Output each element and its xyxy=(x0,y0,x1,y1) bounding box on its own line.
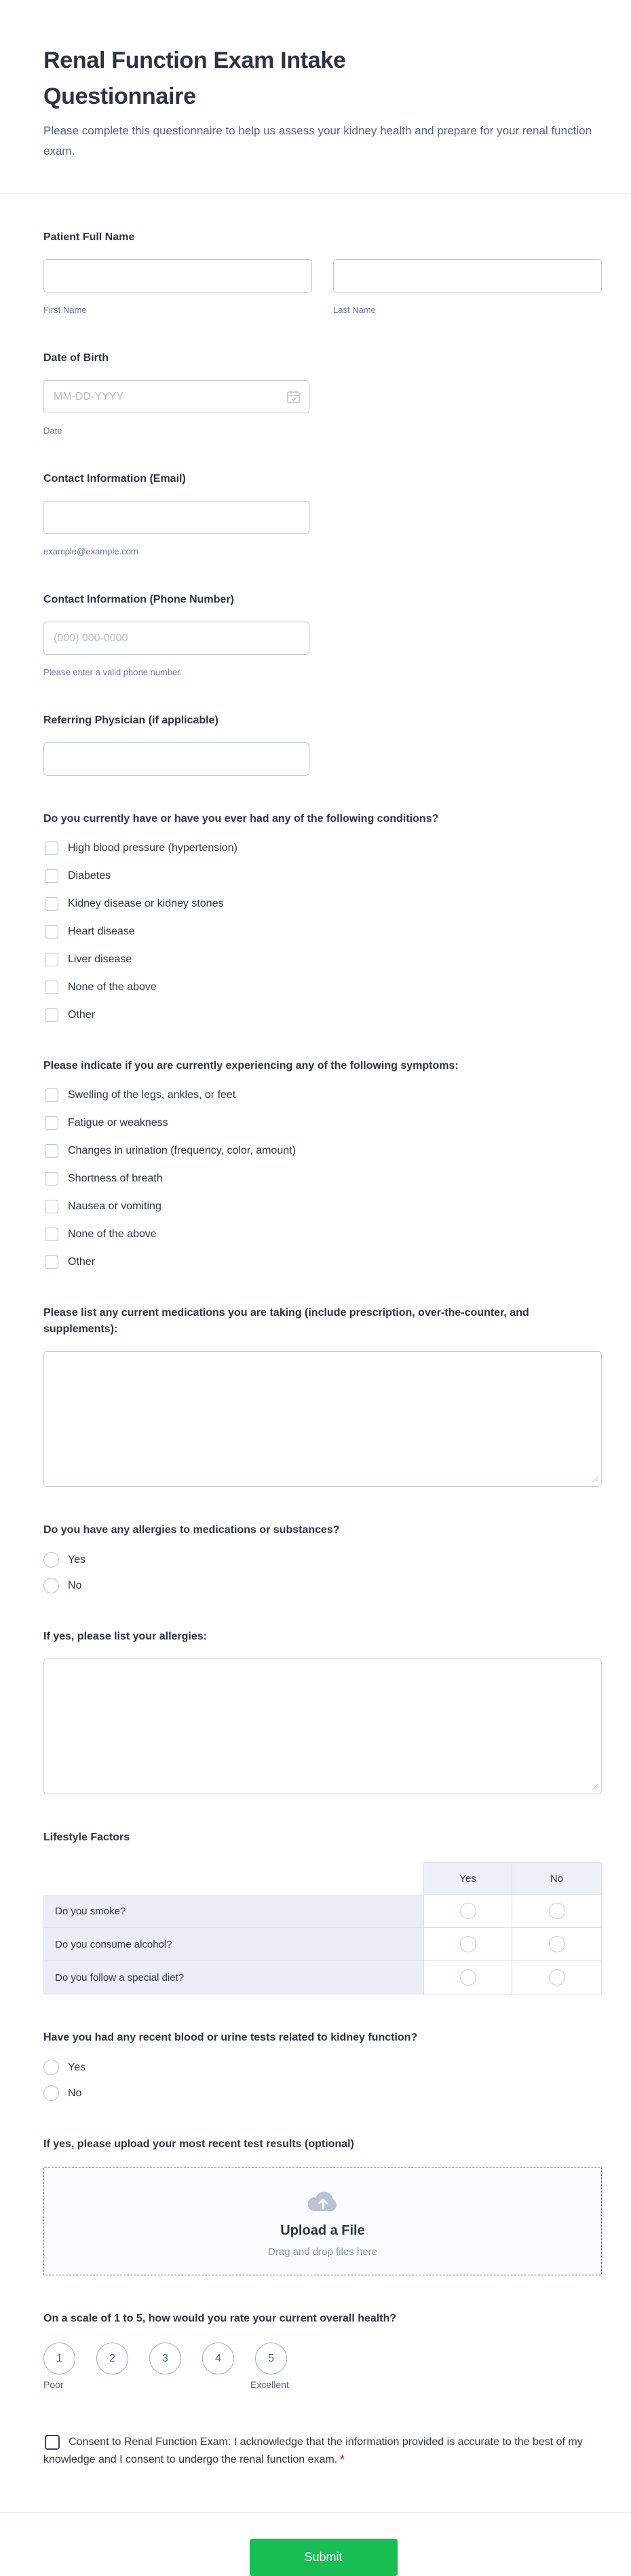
checkbox[interactable] xyxy=(45,953,58,966)
matrix-cell-smoke-yes[interactable] xyxy=(423,1895,512,1928)
matrix-row-label-diet: Do you follow a special diet? xyxy=(43,1961,423,1994)
form-title: Renal Function Exam Intake Questionnaire xyxy=(43,48,346,109)
scale-label: On a scale of 1 to 5, how would you rate your current overall health? xyxy=(43,2313,397,2324)
matrix-cell-alcohol-yes[interactable] xyxy=(423,1928,512,1961)
matrix-col-header-no: No xyxy=(512,1862,602,1895)
symptom-option[interactable] xyxy=(43,1227,603,1242)
submit-button[interactable]: Submit xyxy=(250,2539,398,2576)
checkbox[interactable] xyxy=(45,1088,58,1102)
radio-button[interactable] xyxy=(460,1903,476,1919)
matrix-cell-alcohol-no[interactable] xyxy=(512,1928,602,1961)
scale-endpoint-labels xyxy=(43,2379,328,2390)
checkbox[interactable] xyxy=(45,1008,58,1022)
lifestyle-label: Lifestyle Factors xyxy=(43,1832,130,1843)
last-name-sublabel: Last Name xyxy=(333,305,376,315)
last-name-input[interactable] xyxy=(333,259,602,292)
matrix-cell-diet-yes[interactable] xyxy=(423,1961,512,1994)
scale-option-5[interactable]: 5 xyxy=(255,2343,287,2374)
allergies-yes-option[interactable] xyxy=(43,1552,603,1568)
allergies-options xyxy=(43,1552,603,1593)
radio-button[interactable] xyxy=(460,1936,476,1952)
option-label: Swelling of the legs, ankles, or feet xyxy=(68,1089,236,1101)
condition-option[interactable] xyxy=(43,896,603,911)
scale-max-label: Excellent xyxy=(250,2379,289,2390)
physician-input[interactable] xyxy=(43,742,309,776)
phone-input[interactable] xyxy=(43,622,309,655)
matrix-corner xyxy=(43,1862,423,1895)
symptoms-options xyxy=(43,1088,603,1270)
tests-yes-option[interactable] xyxy=(43,2060,603,2075)
required-asterisk: * xyxy=(340,2454,345,2465)
radio-button[interactable] xyxy=(549,1936,565,1952)
checkbox[interactable] xyxy=(45,925,58,939)
question-email xyxy=(43,471,603,556)
email-label: Contact Information (Email) xyxy=(43,473,186,485)
dob-sublabel: Date xyxy=(43,425,62,436)
symptom-option[interactable] xyxy=(43,1116,603,1131)
matrix-cell-smoke-no[interactable] xyxy=(512,1895,602,1928)
radio-button[interactable] xyxy=(43,1552,59,1568)
question-recent-tests xyxy=(43,2030,603,2101)
option-label: Nausea or vomiting xyxy=(68,1200,161,1212)
option-label: Changes in urination (frequency, color, amount) xyxy=(68,1145,296,1156)
allergies-question-label: Do you have any allergies to medications or substances? xyxy=(43,1524,340,1536)
option-label: Other xyxy=(68,1256,96,1268)
option-label: None of the above xyxy=(68,981,157,993)
option-label: Yes xyxy=(68,2061,86,2073)
scale-min-label: Poor xyxy=(43,2379,64,2390)
option-label: Fatigue or weakness xyxy=(68,1117,168,1129)
question-lifestyle-factors xyxy=(43,1830,603,1994)
consent-text: Consent to Renal Function Exam: I acknowledge that the information provided is accurate to the best of my knowledge and I consent to undergo the renal function exam. xyxy=(43,2436,583,2465)
checkbox[interactable] xyxy=(45,1200,58,1213)
radio-button[interactable] xyxy=(460,1969,476,1986)
checkbox[interactable] xyxy=(45,841,58,855)
checkbox[interactable] xyxy=(45,897,58,911)
option-label: Liver disease xyxy=(68,953,132,965)
file-dropzone[interactable] xyxy=(43,2167,602,2275)
option-label: Shortness of breath xyxy=(68,1173,163,1184)
condition-option[interactable] xyxy=(43,841,603,856)
matrix-row-label-smoke: Do you smoke? xyxy=(43,1895,423,1928)
option-label: Diabetes xyxy=(68,870,111,882)
phone-label: Contact Information (Phone Number) xyxy=(43,594,234,605)
email-sublabel: example@example.com xyxy=(43,546,138,556)
question-phone xyxy=(43,592,603,677)
question-upload xyxy=(43,2136,603,2275)
scale-option-4[interactable]: 4 xyxy=(202,2343,234,2374)
physician-label: Referring Physician (if applicable) xyxy=(43,715,218,726)
upload-label: If yes, please upload your most recent test results (optional) xyxy=(43,2138,354,2150)
upload-hint: Drag and drop files here xyxy=(268,2246,377,2258)
conditions-options xyxy=(43,841,603,1023)
upload-cloud-icon xyxy=(306,2186,340,2212)
checkbox[interactable] xyxy=(45,869,58,883)
question-medications xyxy=(43,1305,603,1487)
question-health-scale xyxy=(43,2311,603,2390)
recent-tests-options xyxy=(43,2060,603,2101)
checkbox[interactable] xyxy=(45,981,58,994)
lifestyle-matrix xyxy=(43,1862,602,1994)
scale-option-1[interactable]: 1 xyxy=(43,2343,75,2374)
radio-button[interactable] xyxy=(43,1578,59,1593)
scale-option-2[interactable]: 2 xyxy=(96,2343,128,2374)
allergies-no-option[interactable] xyxy=(43,1578,603,1593)
checkbox[interactable] xyxy=(45,1116,58,1130)
question-symptoms xyxy=(43,1058,603,1270)
calendar-icon[interactable] xyxy=(286,390,301,404)
medications-label: Please list any current medications you are taking (include prescription, over-the-counter, and supplements): xyxy=(43,1307,529,1335)
radio-button[interactable] xyxy=(43,2060,59,2075)
first-name-input[interactable] xyxy=(43,259,312,292)
option-label: No xyxy=(68,1579,82,1591)
checkbox[interactable] xyxy=(45,1172,58,1186)
symptom-option[interactable] xyxy=(43,1199,603,1214)
option-label: Other xyxy=(68,1009,96,1021)
matrix-col-header-yes: Yes xyxy=(423,1862,512,1895)
option-label: Heart disease xyxy=(68,926,135,937)
radio-button[interactable] xyxy=(549,1903,565,1919)
radio-button[interactable] xyxy=(43,2085,59,2101)
radio-button[interactable] xyxy=(549,1969,565,1986)
option-label: No xyxy=(68,2087,82,2099)
condition-option[interactable] xyxy=(43,924,603,939)
phone-sublabel: Please enter a valid phone number. xyxy=(43,667,183,677)
consent-checkbox[interactable] xyxy=(45,2435,60,2450)
allergies-textarea[interactable] xyxy=(43,1659,602,1794)
patient-name-label: Patient Full Name xyxy=(43,231,135,243)
symptom-option[interactable] xyxy=(43,1255,603,1270)
option-label: High blood pressure (hypertension) xyxy=(68,842,237,854)
option-label: Kidney disease or kidney stones xyxy=(68,898,224,909)
email-input[interactable] xyxy=(43,501,309,534)
symptom-option[interactable] xyxy=(43,1171,603,1186)
question-referring-physician xyxy=(43,713,603,776)
allergies-list-label: If yes, please list your allergies: xyxy=(43,1631,207,1642)
question-allergies-list xyxy=(43,1629,603,1794)
matrix-cell-diet-no[interactable] xyxy=(512,1961,602,1994)
question-patient-name xyxy=(43,229,603,315)
checkbox[interactable] xyxy=(45,1144,58,1158)
checkbox[interactable] xyxy=(45,1255,58,1269)
tests-no-option[interactable] xyxy=(43,2085,603,2101)
condition-option[interactable] xyxy=(43,952,603,967)
condition-option[interactable] xyxy=(43,869,603,884)
scale-option-3[interactable]: 3 xyxy=(149,2343,181,2374)
dob-input[interactable] xyxy=(43,380,309,413)
condition-option[interactable] xyxy=(43,1008,603,1023)
option-label: Yes xyxy=(68,1553,86,1566)
symptom-option[interactable] xyxy=(43,1088,603,1103)
condition-option[interactable] xyxy=(43,980,603,995)
form-subtitle: Please complete this questionnaire to help us assess your kidney health and prepare for your renal function exam. xyxy=(43,124,592,157)
upload-button-label[interactable]: Upload a File xyxy=(280,2222,365,2238)
header-divider xyxy=(0,193,631,194)
question-conditions xyxy=(43,811,603,1023)
consent-field[interactable] xyxy=(43,2433,602,2469)
question-date-of-birth xyxy=(43,350,603,436)
recent-tests-label: Have you had any recent blood or urine tests related to kidney function? xyxy=(43,2032,418,2043)
dob-label: Date of Birth xyxy=(43,352,109,364)
footer-divider xyxy=(0,2512,631,2513)
option-label: None of the above xyxy=(68,1228,157,1240)
first-name-sublabel: First Name xyxy=(43,305,87,315)
question-allergies-yesno xyxy=(43,1522,603,1593)
matrix-row-label-alcohol: Do you consume alcohol? xyxy=(43,1928,423,1961)
medications-textarea[interactable] xyxy=(43,1351,602,1487)
conditions-label: Do you currently have or have you ever had any of the following conditions? xyxy=(43,813,439,825)
scale-options xyxy=(43,2343,603,2374)
symptoms-label: Please indicate if you are currently experiencing any of the following symptoms: xyxy=(43,1060,459,1072)
symptom-option[interactable] xyxy=(43,1143,603,1158)
checkbox[interactable] xyxy=(45,1228,58,1241)
